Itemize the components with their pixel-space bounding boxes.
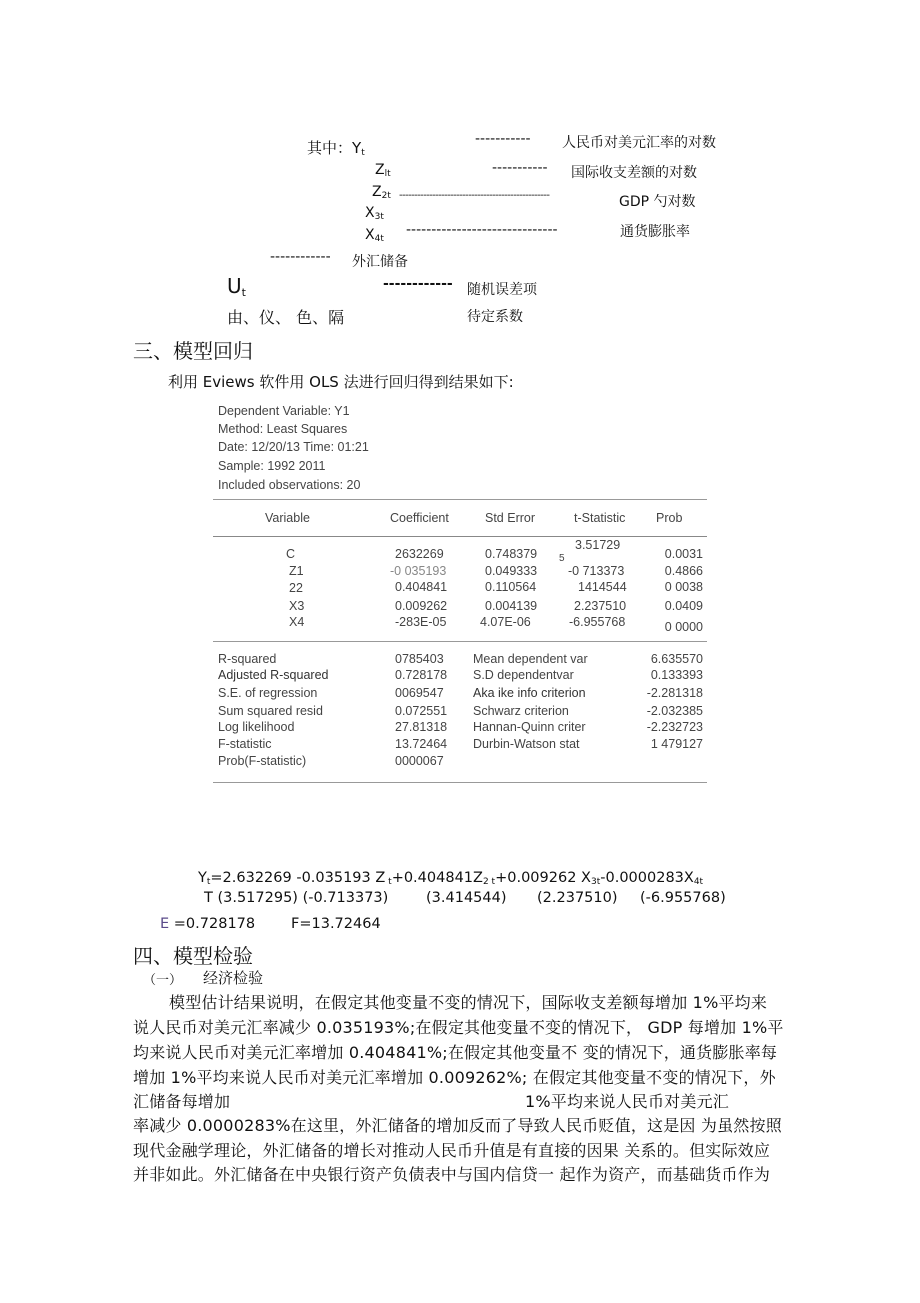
def-y-desc: 人民币对美元汇率的对数 (562, 135, 716, 151)
row-z1-var: Z1 (289, 564, 304, 578)
eviews-sample: Sample: 1992 2011 (218, 459, 326, 473)
eviews-dep: Dependent Variable: Y1 (218, 404, 350, 418)
stat-sc-label: Schwarz criterion (473, 704, 569, 718)
def-x4-label: $X_{4t}$ (365, 227, 384, 244)
stat-ssr-value: 0.072551 (395, 704, 448, 718)
header-std-error: Std Error (485, 511, 536, 525)
t-stats-4: (-6.955768) (640, 890, 726, 906)
def-z1-desc: 国际收支差额的对数 (571, 165, 697, 181)
paragraph-line-4: 增加 1%平均来说人民币对美元汇率增加 0.009262%; 在假定其他变量不变的情况下，外 (133, 1068, 776, 1087)
subsection-title: 经济检验 (203, 969, 264, 987)
section4-heading: 四、模型检验 (133, 944, 253, 968)
stat-hq-label: Hannan-Quinn criter (473, 720, 586, 734)
section3-intro: 利用 Eviews 软件用 OLS 法进行回归得到结果如下: (168, 373, 514, 391)
eviews-obs: Included observations: 20 (218, 478, 361, 492)
row-x3-var: X3 (289, 599, 305, 613)
stat-ll-value: 27.81318 (395, 720, 448, 734)
header-t-statistic: t-Statistic (574, 511, 626, 525)
header-variable: Variable (265, 511, 310, 525)
stat-sc-value: -2.032385 (646, 704, 703, 718)
header-rule (213, 536, 707, 537)
stat-f-label: F-statistic (218, 737, 272, 751)
def-coef-desc: 待定系数 (467, 309, 523, 325)
paragraph-line-8: 并非如此。外汇储备在中央银行资产负债表中与国内信贷一 起作为资产，而基础货币作为 (133, 1165, 771, 1184)
row-x4-se: 4.07E-06 (480, 615, 531, 629)
subsection-number: （一） (143, 973, 183, 988)
row-z1-coef: -0 035193 (390, 564, 447, 578)
regression-equation: $Y_t=2.632269$ -0.035193 Z $_t+0.404841Z_{2 t}+0.009262$ $X_{3t}-0.0000283X_{4t}$ (198, 870, 704, 887)
stat-r2-label: R-squared (218, 652, 277, 666)
def-u-desc: 随机误差项 (467, 282, 537, 298)
stat-adjr2-label: Adjusted R-squared (218, 668, 329, 682)
table-bottom-rule (213, 782, 707, 783)
paragraph-line-3: 均来说人民币对美元汇率增加 0.404841%;在假定其他变量不 变的情况下，通货膨胀率每 (133, 1043, 778, 1062)
stat-se-value: 0069547 (395, 686, 444, 700)
stat-ll-label: Log likelihood (218, 720, 295, 734)
def-x4-dash: ------------------------------ (406, 222, 558, 238)
row-z2-var: 22 (289, 581, 303, 595)
row-x3-prob: 0.0409 (664, 599, 703, 613)
def-x3-label: $X_{3t}$ (365, 205, 384, 222)
def-x3-dash: ------------ (270, 249, 331, 265)
paragraph-line-5b: 1%平均来说人民币对美元汇 (525, 1092, 729, 1111)
stat-ssr-label: Sum squared resid (218, 704, 323, 718)
stat-sd-value: 0.133393 (650, 668, 703, 682)
stat-dw-label: Durbin-Watson stat (473, 737, 580, 751)
def-y-label: 其中：$Y_t$ (307, 139, 365, 158)
row-z1-t: -0 713373 (568, 564, 625, 578)
row-x4-t: -6.955768 (569, 615, 626, 629)
row-x4-coef: -283E-05 (395, 615, 447, 629)
def-u-label: $U_t$ (227, 274, 246, 299)
stat-hq-value: -2.232723 (646, 720, 703, 734)
stat-probf-label: Prob(F-statistic) (218, 754, 307, 768)
def-x3-desc: 外汇储备 (352, 254, 408, 270)
row-x3-se: 0.004139 (485, 599, 538, 613)
row-z1-se: 0.049333 (485, 564, 538, 578)
def-y-dash: ----------- (475, 131, 531, 147)
row-c-t-extra: 5 (559, 553, 565, 564)
row-z2-prob: 0 0038 (664, 580, 703, 594)
def-z2-label: $Z_{2t}$ (372, 184, 391, 201)
paragraph-line-7: 现代金融学理论，外汇储备的增长对推动人民币升值是有直接的因果 关系的。但实际效应 (133, 1141, 771, 1160)
def-z2-desc: GDP 勺对数 (619, 194, 696, 210)
table-top-rule (213, 499, 707, 500)
paragraph-line-5a: 汇储备每增加 (133, 1092, 231, 1111)
row-x4-var: X4 (289, 615, 305, 629)
row-c-se: 0.748379 (485, 547, 538, 561)
eviews-method: Method: Least Squares (218, 422, 348, 436)
section3-heading: 三、模型回归 (133, 339, 253, 363)
def-coef-syms: 由、仪、 色、隔 (227, 308, 345, 327)
def-intro: 其中： (307, 139, 353, 157)
row-x3-coef: 0.009262 (395, 599, 448, 613)
paragraph-line-1: 模型估计结果说明，在假定其他变量不变的情况下，国际收支差额每增加 1%平均来 (169, 993, 768, 1012)
t-stats-2: (3.414544) (426, 890, 507, 906)
def-u-dash: ------------ (383, 276, 453, 292)
stat-aic-value: -2.281318 (646, 686, 703, 700)
paragraph-line-6: 率减少 0.0000283%在这里，外汇储备的增加反而了导致人民币贬值，这是因 为虽然按照 (133, 1116, 782, 1135)
def-z1-label: $Z_{lt}$ (375, 162, 391, 179)
header-coefficient: Coefficient (390, 511, 449, 525)
row-x4-prob: 0 0000 (664, 620, 703, 634)
row-x3-t: 2.237510 (574, 599, 627, 613)
row-z1-prob: 0.4866 (664, 564, 703, 578)
row-c-var: C (286, 547, 296, 561)
row-z2-se: 0.110564 (485, 580, 537, 594)
stat-dw-value: 1 479127 (650, 737, 703, 751)
paragraph-line-2: 说人民币对美元汇率减少 0.035193%;在假定其他变量不变的情况下， GDP 每增加 1%平 (133, 1018, 784, 1037)
def-z1-dash: ----------- (492, 160, 548, 176)
header-prob: Prob (656, 511, 683, 525)
stat-r2-value: 0785403 (395, 652, 444, 666)
stat-probf-value: 0000067 (395, 754, 444, 768)
eviews-date: Date: 12/20/13 Time: 01:21 (218, 440, 369, 454)
stat-f-value: 13.72464 (395, 737, 448, 751)
def-x4-desc: 通货膨胀率 (620, 224, 690, 240)
r-squared-line: E =0.728178 (160, 916, 256, 932)
row-c-t: 3.51729 (575, 538, 621, 552)
t-stats-1: T (3.517295) (-0.713373) (204, 890, 389, 906)
stat-adjr2-value: 0.728178 (395, 668, 448, 682)
row-z2-t: 1414544 (578, 580, 627, 594)
row-z2-coef: 0.404841 (395, 580, 448, 594)
row-c-coef: 2632269 (395, 547, 444, 561)
row-c-prob: 0.0031 (664, 547, 703, 561)
stat-mean-label: Mean dependent var (473, 652, 588, 666)
f-stat-line: F=13.72464 (291, 916, 381, 932)
def-z2-dash: -------------------------------------------------- (399, 190, 550, 201)
t-stats-3: (2.237510) (537, 890, 618, 906)
stat-mean-value: 6.635570 (650, 652, 703, 666)
stat-aic-label: Aka ike info criterion (473, 686, 586, 700)
stat-sd-label: S.D dependentvar (473, 668, 574, 682)
stats-rule (213, 641, 707, 642)
stat-se-label: S.E. of regression (218, 686, 318, 700)
